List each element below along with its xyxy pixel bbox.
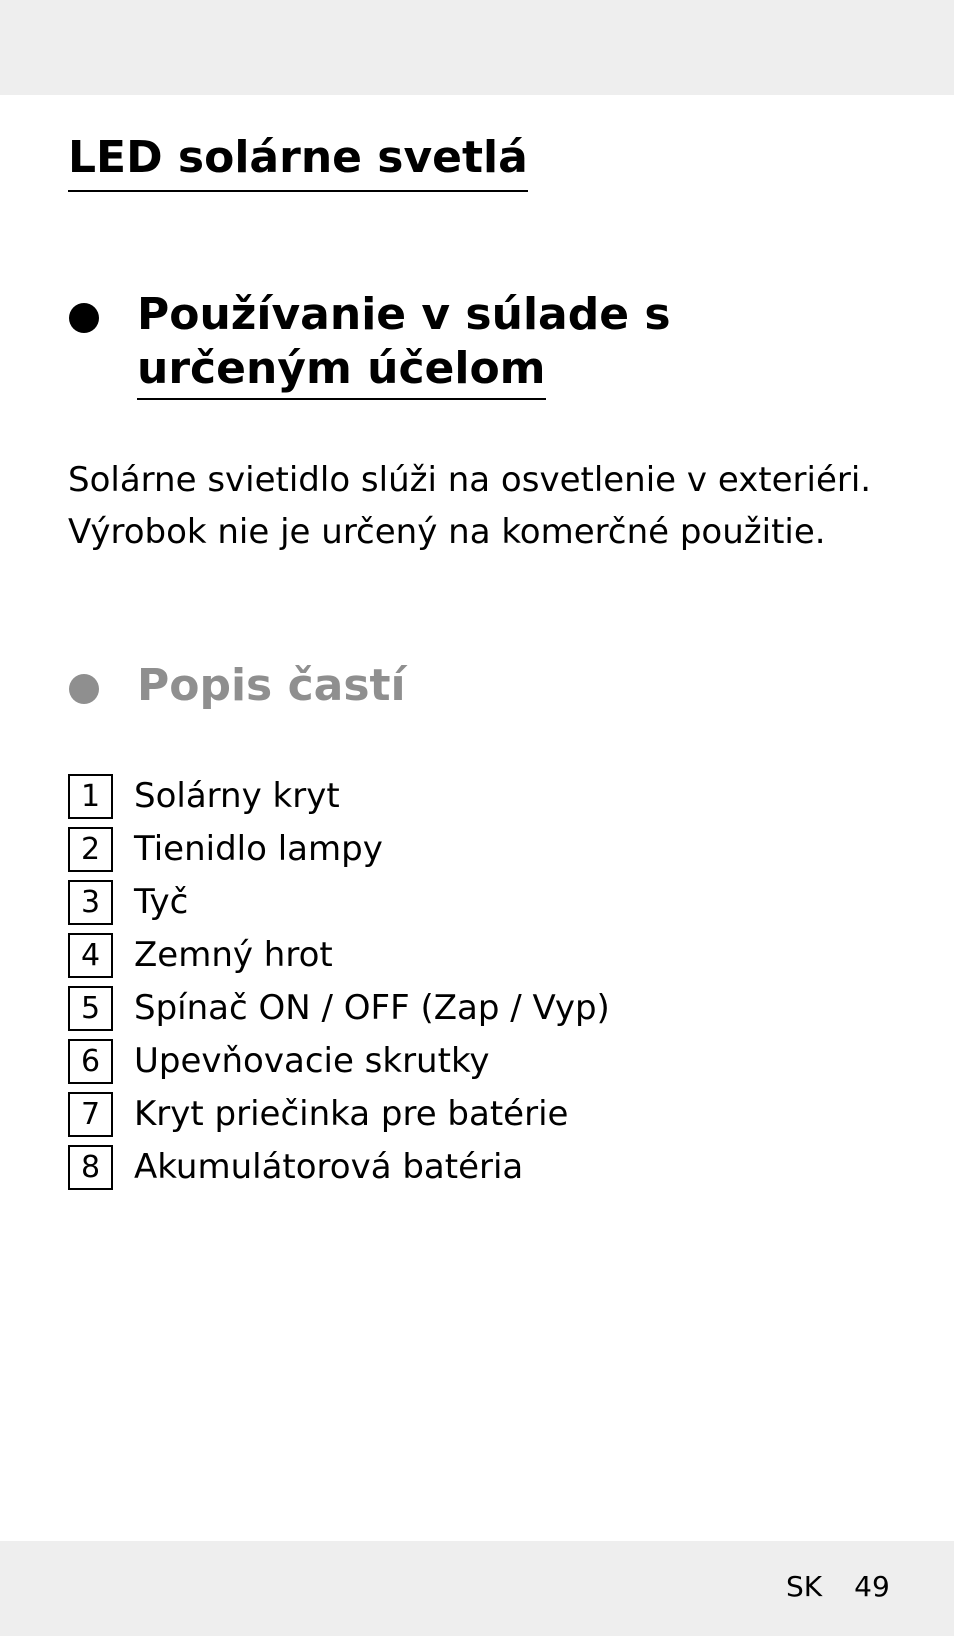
list-item	[68, 1088, 928, 1141]
part-number-box: 7	[68, 1092, 113, 1137]
part-number-box: 6	[68, 1039, 113, 1084]
paragraph-line: Solárne svietidlo slúži na osvetlenie v exteriéri.	[68, 460, 872, 500]
page-footer	[786, 1567, 890, 1607]
footer-page-number: 49	[854, 1570, 890, 1603]
intended-use-paragraph	[68, 454, 928, 558]
footer-language: SK	[786, 1570, 823, 1603]
part-label: Upevňovacie skrutky	[134, 1041, 490, 1081]
document-title: LED solárne svetlá	[68, 130, 528, 192]
part-label: Tienidlo lampy	[134, 829, 383, 869]
heading-line: určeným účelom	[137, 342, 546, 400]
list-item	[68, 1035, 928, 1088]
part-label: Zemný hrot	[134, 935, 333, 975]
part-number-box: 4	[68, 933, 113, 978]
parts-list	[68, 770, 928, 1194]
list-item	[68, 823, 928, 876]
heading-line: Používanie v súlade s	[137, 289, 671, 340]
part-number-box: 5	[68, 986, 113, 1031]
part-label: Spínač ON / OFF (Zap / Vyp)	[134, 988, 610, 1028]
part-label: Solárny kryt	[134, 776, 340, 816]
part-number-box: 1	[68, 774, 113, 819]
list-item	[68, 1141, 928, 1194]
part-label: Tyč	[134, 882, 189, 922]
part-label: Akumulátorová batéria	[134, 1147, 524, 1187]
list-item	[68, 929, 928, 982]
paragraph-line: Výrobok nie je určený na komerčné použitie.	[68, 512, 826, 552]
part-number-box: 2	[68, 827, 113, 872]
part-number-box: 8	[68, 1145, 113, 1190]
list-item	[68, 982, 928, 1035]
list-item	[68, 770, 928, 823]
part-number-box: 3	[68, 880, 113, 925]
section-bullet-icon	[69, 303, 99, 333]
part-label: Kryt priečinka pre batérie	[134, 1094, 569, 1134]
section-bullet-icon	[69, 674, 99, 704]
section-heading-parts: Popis častí	[137, 660, 406, 711]
section-heading-intended-use	[137, 288, 897, 400]
top-band	[0, 0, 954, 95]
list-item	[68, 876, 928, 929]
